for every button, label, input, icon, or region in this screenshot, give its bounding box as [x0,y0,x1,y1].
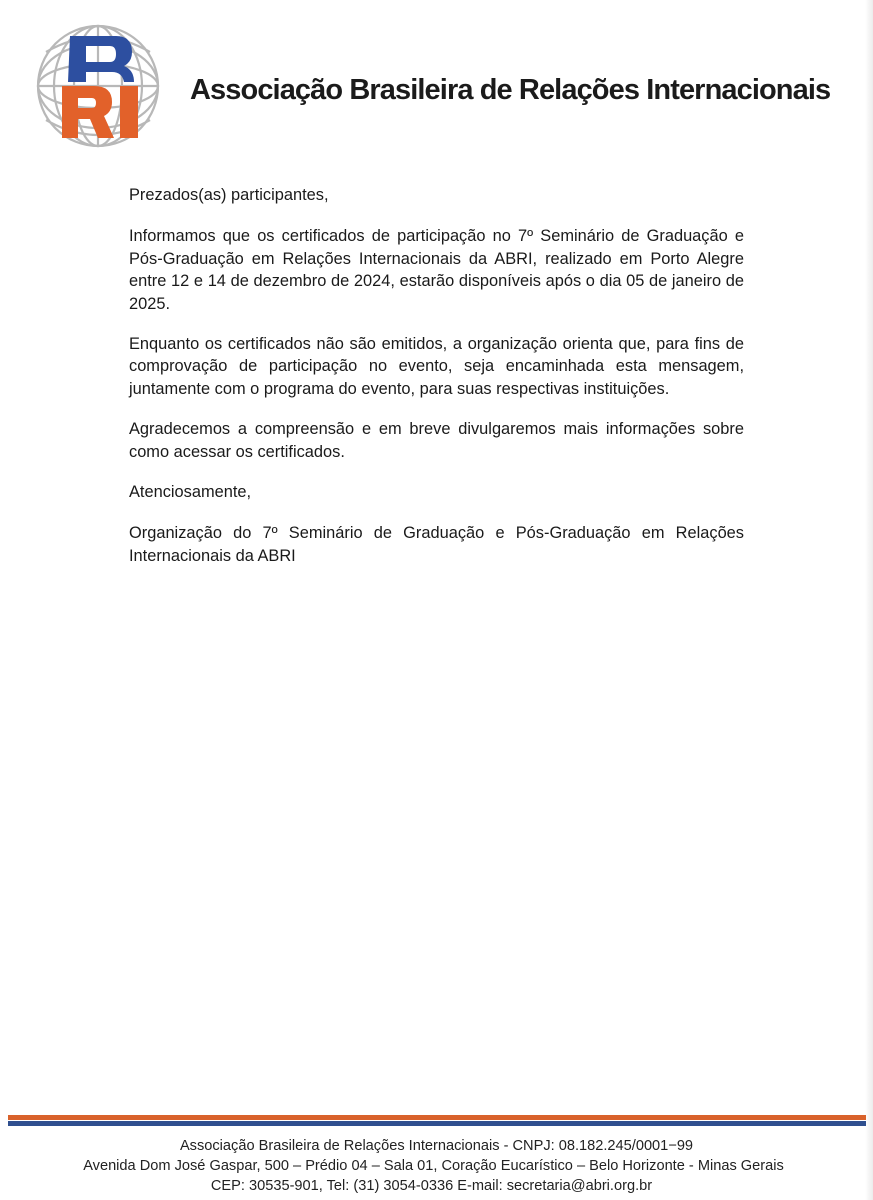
signature: Organização do 7º Seminário de Graduação e Pós-Graduação em Relações Internacionais da ABRI [129,524,744,565]
logo-i-shape [120,86,138,138]
closing: Atenciosamente, [129,483,252,502]
footer-contact: CEP: 30535-901, Tel: (31) 3054-0336 E-mail: secretaria@abri.org.br [210,1178,653,1194]
paragraph-proof-of-participation: Enquanto os certificados não são emitidos, a organização orienta que, para fins de comprovação de participação no evento, seja encaminhada esta mensagem, juntamente com o programa do evento, para suas respectivas instituições. [129,335,744,398]
footer [0,1136,873,1196]
logo-r-shape [62,86,114,138]
footer-org-cnpj: Associação Brasileira de Relações Internacionais - CNPJ: 08.182.245/0001−99 [179,1138,694,1154]
paragraph-certificates-availability: Informamos que os certificados de participação no 7º Seminário de Graduação e Pós-Graduação em Relações Internacionais da ABRI, realizado em Porto Alegre entre 12 e 14 de dezembro de 2024, estarão disponíveis após o dia 05 de janeiro de 2025. [129,227,744,313]
footer-address: Avenida Dom José Gaspar, 500 – Prédio 04 – Sala 01, Coração Eucarístico – Belo Horizonte - Minas Gerais [83,1158,784,1174]
organization-name: Associação Brasileira de Relações Internacionais [190,74,831,106]
letter-body [129,184,744,585]
greeting: Prezados(as) participantes, [129,186,329,204]
page-edge-shadow [865,0,873,1200]
abri-logo [28,22,168,150]
paragraph-thanks: Agradecemos a compreensão e em breve divulgaremos mais informações sobre como acessar os certificados. [129,420,744,461]
footer-rule-blue [8,1121,866,1126]
logo-b-shape [68,36,134,82]
footer-rule-orange [8,1115,866,1120]
